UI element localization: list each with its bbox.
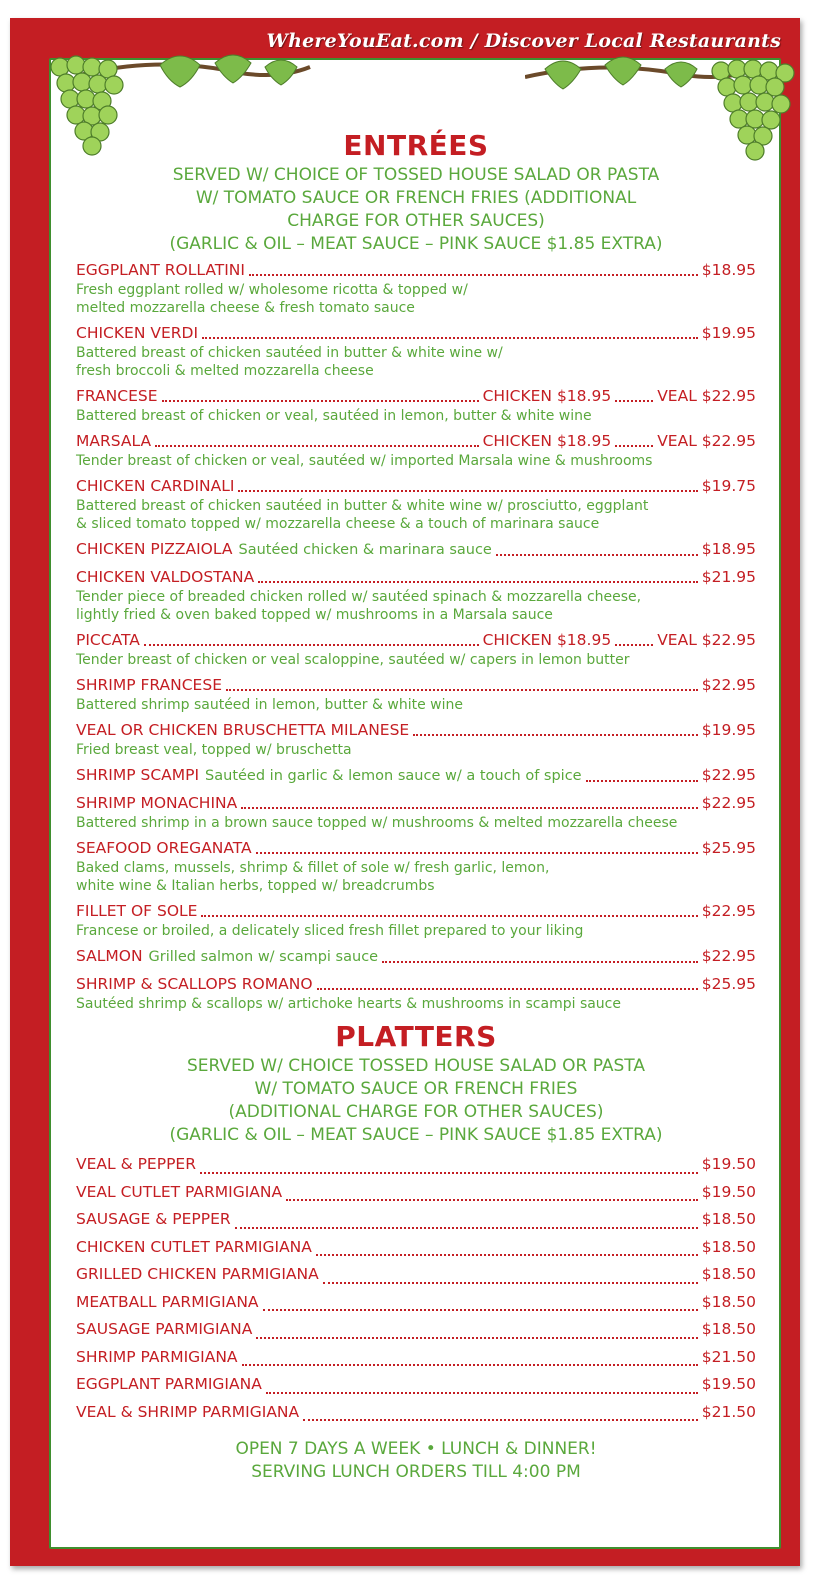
- entree-item-price: $18.95: [701, 540, 756, 558]
- platter-item-price: $19.50: [701, 1155, 756, 1173]
- entree-item: [76, 946, 756, 968]
- entree-item-price: $19.95: [701, 721, 756, 739]
- entree-item-line: [76, 720, 756, 741]
- entree-item-line: [76, 630, 756, 651]
- entree-item-description: Tender breast of chicken or veal scaloppine, sautéed w/ capers in lemon butter: [76, 652, 630, 668]
- platter-item-price: $18.50: [701, 1237, 756, 1256]
- entree-item-name: SHRIMP & SCALLOPS ROMANO: [76, 975, 313, 993]
- entree-item-name: CHICKEN VERDI: [76, 324, 199, 342]
- dot-leader: [413, 730, 698, 736]
- entree-item: [76, 567, 756, 624]
- entree-item-description: Baked clams, mussels, shrimp & fillet of sole w/ fresh garlic, lemon, white wine & Italian herbs, topped w/ breadcrumbs: [76, 860, 550, 894]
- dot-leader: [496, 550, 698, 556]
- entree-item-line: [76, 675, 756, 696]
- dot-leader: [316, 1250, 698, 1256]
- entree-item-line: [76, 323, 756, 344]
- platter-item: [76, 1234, 756, 1262]
- platter-item: [76, 1371, 756, 1399]
- platter-item-name: MEATBALL PARMIGIANA: [76, 1292, 259, 1311]
- entree-item-description: Battered shrimp in a brown sauce topped w/ mushrooms & melted mozzarella cheese: [76, 815, 678, 831]
- entree-item: [76, 675, 756, 714]
- entree-item-name: CHICKEN CARDINALI: [76, 477, 235, 495]
- entree-item-description: Tender piece of breaded chicken rolled w/ sautéed spinach & mozzarella cheese, lightly fried & oven baked topped w/ mushrooms in a Marsala sauce: [76, 589, 642, 623]
- entree-item-name: VEAL OR CHICKEN BRUSCHETTA MILANESE: [76, 721, 410, 739]
- entree-item-price: $21.95: [701, 568, 756, 586]
- entree-item-description: Fried breast veal, topped w/ bruschetta: [76, 742, 352, 758]
- platters-title: PLATTERS: [335, 1020, 497, 1053]
- entree-item-description: Francese or broiled, a delicately sliced fresh fillet prepared to your liking: [76, 923, 584, 939]
- entree-item: [76, 386, 756, 425]
- platter-item: [76, 1206, 756, 1234]
- entree-item-line: [76, 793, 756, 814]
- entree-item-line: [76, 260, 756, 281]
- dot-leader: [323, 1278, 698, 1284]
- entree-item: [76, 974, 756, 1013]
- dot-leader: [235, 1223, 698, 1229]
- entree-item-chicken-price: CHICKEN $18.95: [482, 432, 612, 450]
- entree-item: [76, 838, 756, 895]
- dot-leader: [317, 984, 698, 990]
- entree-item: [76, 431, 756, 470]
- dot-leader: [226, 685, 698, 691]
- entree-item-name: SHRIMP FRANCESE: [76, 676, 222, 694]
- entree-item-price: $22.95: [701, 794, 756, 812]
- entree-item-name: SALMON: [76, 947, 143, 965]
- entree-list: [76, 260, 756, 1013]
- entree-item-name: CHICKEN VALDOSTANA: [76, 568, 255, 586]
- entree-item-description: Battered breast of chicken sautéed in butter & white wine w/ prosciutto, eggplant & sliced tomato topped w/ mozzarella cheese & a touch of marinara sauce: [76, 498, 649, 532]
- dot-leader: [382, 957, 698, 963]
- entrees-intro-line: CHARGE FOR OTHER SAUCES): [287, 211, 545, 231]
- menu-content: [76, 128, 756, 1484]
- platter-item-name: VEAL & PEPPER: [76, 1155, 196, 1173]
- entree-item: [76, 765, 756, 787]
- entrees-intro: [76, 164, 756, 256]
- entree-item-chicken-price: CHICKEN $18.95: [482, 631, 612, 649]
- platter-item-line: [76, 1371, 756, 1399]
- entree-item-veal-price: VEAL $22.95: [657, 631, 756, 649]
- dot-leader: [258, 577, 698, 583]
- entree-item-veal-price: VEAL $22.95: [657, 432, 756, 450]
- dot-leader: [303, 1415, 698, 1421]
- entree-item: [76, 793, 756, 832]
- entree-item-price: $25.95: [701, 975, 756, 993]
- entrees-intro-line: (GARLIC & OIL – MEAT SAUCE – PINK SAUCE $1.85 EXTRA): [169, 234, 663, 254]
- platter-list: [76, 1151, 756, 1426]
- entree-item-name: MARSALA: [76, 432, 152, 450]
- dot-leader: [202, 333, 698, 339]
- entree-item-price: $22.95: [701, 947, 756, 965]
- dot-leader: [144, 640, 479, 646]
- entree-item-veal-price: VEAL $22.95: [657, 387, 756, 405]
- dot-leader: [263, 1305, 698, 1311]
- entree-item-line: [76, 386, 756, 407]
- platter-item: [76, 1316, 756, 1344]
- dot-leader: [249, 270, 698, 276]
- entree-item: [76, 260, 756, 317]
- platter-item-line: [76, 1289, 756, 1317]
- dot-leader: [266, 1388, 698, 1394]
- dot-leader: [615, 640, 653, 646]
- entree-item-price: $19.95: [701, 324, 756, 342]
- dot-leader: [286, 1195, 698, 1201]
- entree-item: [76, 323, 756, 380]
- dot-leader: [242, 1360, 698, 1366]
- platter-item-price: $18.50: [701, 1210, 756, 1228]
- dot-leader: [162, 396, 479, 402]
- entrees-intro-line: SERVED W/ CHOICE OF TOSSED HOUSE SALAD OR PASTA: [172, 165, 660, 185]
- platter-item-price: $19.50: [701, 1375, 756, 1393]
- platter-item: [76, 1289, 756, 1317]
- dot-leader: [615, 441, 653, 447]
- dot-leader: [241, 803, 698, 809]
- platter-item: [76, 1151, 756, 1179]
- platter-item-line: [76, 1316, 756, 1344]
- platter-item-price: $18.50: [701, 1320, 756, 1338]
- platters-intro-line: (GARLIC & OIL – MEAT SAUCE – PINK SAUCE $1.85 EXTRA): [169, 1125, 663, 1145]
- entrees-title: ENTRÉES: [343, 129, 489, 162]
- platter-item-line: [76, 1151, 756, 1179]
- entree-item-inline-desc: Sautéed in garlic & lemon sauce w/ a touch of spice: [205, 768, 582, 784]
- entree-item-description: Battered breast of chicken or veal, sautéed in lemon, butter & white wine: [76, 408, 592, 424]
- entree-item: [76, 901, 756, 940]
- entree-item-price: $22.95: [701, 766, 756, 784]
- entree-item-price: $22.95: [701, 902, 756, 920]
- platter-item-line: [76, 1179, 756, 1207]
- entree-item-line: [76, 539, 756, 561]
- platter-item-price: $18.50: [701, 1292, 756, 1311]
- entree-item-description: Sautéed shrimp & scallops w/ artichoke hearts & mushrooms in scampi sauce: [76, 996, 621, 1012]
- entree-item-line: [76, 946, 756, 968]
- platter-item-name: VEAL CUTLET PARMIGIANA: [76, 1182, 283, 1201]
- entree-item-name: SHRIMP SCAMPI: [76, 766, 200, 784]
- dot-leader: [256, 848, 698, 854]
- platters-intro: [76, 1055, 756, 1147]
- platter-item-name: VEAL & SHRIMP PARMIGIANA: [76, 1402, 300, 1421]
- entree-item-name: CHICKEN PIZZAIOLA: [76, 540, 233, 558]
- platters-intro-line: SERVED W/ CHOICE TOSSED HOUSE SALAD OR PASTA: [186, 1056, 645, 1076]
- dot-leader: [238, 486, 697, 492]
- entree-item-name: FILLET OF SOLE: [76, 902, 198, 920]
- footer-hours: OPEN 7 DAYS A WEEK • LUNCH & DINNER!: [235, 1439, 597, 1459]
- platter-item-name: CHICKEN CUTLET PARMIGIANA: [76, 1237, 312, 1256]
- dot-leader: [615, 396, 653, 402]
- platter-item-name: SAUSAGE & PEPPER: [76, 1210, 231, 1228]
- entree-item-chicken-price: CHICKEN $18.95: [482, 387, 612, 405]
- dot-leader: [256, 1333, 697, 1339]
- entree-item-name: SHRIMP MONACHINA: [76, 794, 238, 812]
- entree-item-price: $25.95: [701, 839, 756, 857]
- dot-leader: [586, 776, 698, 782]
- footer: [76, 1438, 756, 1484]
- platter-item-price: $21.50: [701, 1402, 756, 1421]
- platter-item-price: $21.50: [701, 1347, 756, 1366]
- entree-item-description: Battered shrimp sautéed in lemon, butter & white wine: [76, 697, 463, 713]
- platter-item-line: [76, 1344, 756, 1372]
- platter-item-line: [76, 1399, 756, 1427]
- entree-item-name: EGGPLANT ROLLATINI: [76, 261, 245, 279]
- entree-item: [76, 539, 756, 561]
- entree-item-line: [76, 838, 756, 859]
- entrees-intro-line: W/ TOMATO SAUCE OR FRENCH FRIES (ADDITIONAL: [195, 188, 637, 208]
- platter-item: [76, 1261, 756, 1289]
- entree-item: [76, 720, 756, 759]
- entree-item-name: SEAFOOD OREGANATA: [76, 839, 252, 857]
- entree-item-line: [76, 476, 756, 497]
- platter-item-name: SHRIMP PARMIGIANA: [76, 1347, 238, 1366]
- entree-item-line: [76, 765, 756, 787]
- dot-leader: [201, 911, 697, 917]
- platter-item-name: SAUSAGE PARMIGIANA: [76, 1320, 253, 1338]
- entree-item: [76, 476, 756, 533]
- entree-item-description: Tender breast of chicken or veal, sautéed w/ imported Marsala wine & mushrooms: [76, 453, 653, 469]
- footer-lunch: SERVING LUNCH ORDERS TILL 4:00 PM: [251, 1462, 581, 1482]
- entree-item-price: $22.95: [701, 676, 756, 694]
- platter-item-price: $19.50: [701, 1182, 756, 1201]
- entree-item-price: $19.75: [701, 477, 756, 495]
- entree-item-description: Fresh eggplant rolled w/ wholesome ricotta & topped w/ melted mozzarella cheese & fresh tomato sauce: [76, 282, 468, 316]
- platter-item-price: $18.50: [701, 1265, 756, 1283]
- platter-item: [76, 1399, 756, 1427]
- platter-item-name: GRILLED CHICKEN PARMIGIANA: [76, 1265, 319, 1283]
- entree-item: [76, 630, 756, 669]
- platters-intro-line: W/ TOMATO SAUCE OR FRENCH FRIES: [254, 1079, 578, 1099]
- entree-item-line: [76, 901, 756, 922]
- watermark: WhereYouEat.com / Discover Local Restaurants: [266, 30, 781, 52]
- entree-item-line: [76, 431, 756, 452]
- entree-item-inline-desc: Grilled salmon w/ scampi sauce: [148, 949, 379, 965]
- platter-item-name: EGGPLANT PARMIGIANA: [76, 1375, 262, 1393]
- dot-leader: [155, 441, 479, 447]
- entree-item-description: Battered breast of chicken sautéed in butter & white wine w/ fresh broccoli & melted mozzarella cheese: [76, 345, 503, 379]
- entree-item-price: $18.95: [701, 261, 756, 279]
- entree-item-name: PICCATA: [76, 631, 140, 649]
- platter-item: [76, 1344, 756, 1372]
- platter-item-line: [76, 1234, 756, 1262]
- entree-item-name: FRANCESE: [76, 387, 158, 405]
- entree-item-inline-desc: Sautéed chicken & marinara sauce: [238, 542, 492, 558]
- platters-intro-line: (ADDITIONAL CHARGE FOR OTHER SAUCES): [228, 1102, 604, 1122]
- platter-item-line: [76, 1261, 756, 1289]
- entree-item-line: [76, 974, 756, 995]
- entree-item-line: [76, 567, 756, 588]
- platter-item: [76, 1179, 756, 1207]
- dot-leader: [200, 1168, 698, 1174]
- platter-item-line: [76, 1206, 756, 1234]
